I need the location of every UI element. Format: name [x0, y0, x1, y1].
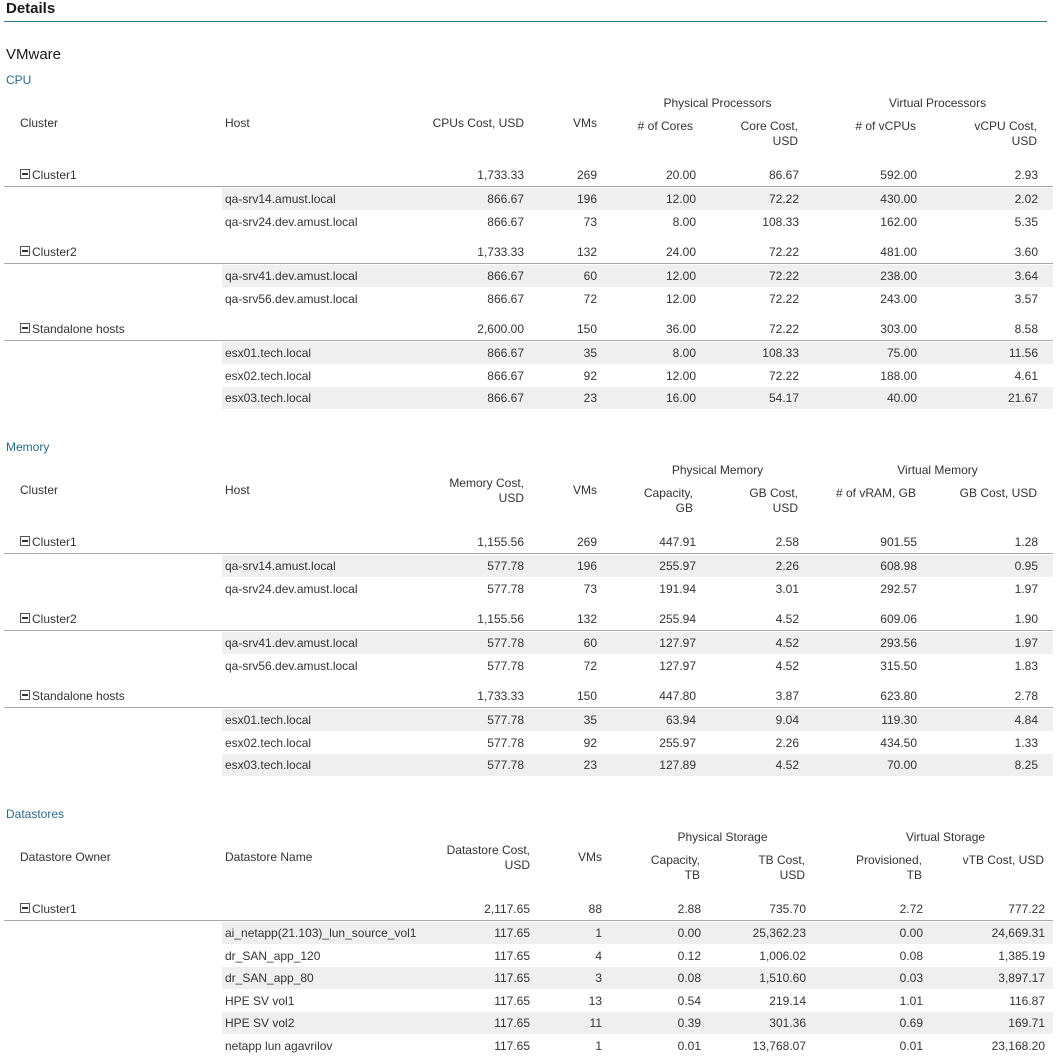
virtual-1-cell: 2.72 [899, 902, 923, 916]
cost-cell: 1,155.56 [477, 612, 524, 626]
group-name: Standalone hosts [32, 322, 125, 336]
host-name: esx03.tech.local [225, 391, 312, 405]
column-header-capacity-tb[interactable] [606, 853, 700, 883]
physical-2-cell: 1,006.02 [759, 948, 806, 963]
vms-cell: 269 [576, 535, 597, 549]
virtual-2-cell: 3.60 [1014, 245, 1038, 259]
host-name: dr_SAN_app_80 [225, 971, 314, 985]
column-header-vcpus[interactable]: # of vCPUs [855, 119, 916, 133]
physical-1-cell: 12.00 [665, 192, 696, 206]
column-header-datastore-cost-line1: Datastore Cost, [446, 843, 530, 857]
virtual-2-cell: 4.61 [1014, 368, 1038, 383]
cost-cell: 866.67 [487, 391, 524, 405]
virtual-1-cell: 315.50 [880, 658, 917, 673]
virtual-1-cell: 0.00 [899, 926, 923, 940]
column-header-vms[interactable]: VMs [573, 483, 597, 497]
vms-cell: 132 [576, 245, 597, 259]
physical-1-cell: 447.91 [659, 535, 696, 549]
group-name: Cluster1 [32, 535, 77, 549]
column-group-physical-memory: Physical Memory [671, 463, 764, 477]
vms-cell: 73 [583, 214, 597, 229]
vms-cell: 269 [576, 168, 597, 182]
group-name: Cluster1 [32, 902, 77, 916]
column-header-host[interactable]: Host [225, 483, 250, 497]
virtual-2-cell: 21.67 [1007, 391, 1038, 405]
physical-1-cell: 36.00 [665, 322, 696, 336]
host-name: ai_netapp(21.103)_lun_source_vol1 [225, 926, 417, 940]
vms-cell: 13 [588, 993, 602, 1008]
virtual-2-cell: 5.35 [1014, 214, 1038, 229]
physical-1-cell: 127.89 [659, 758, 696, 772]
vms-cell: 92 [583, 735, 597, 750]
physical-2-cell: 72.22 [768, 322, 799, 336]
cost-cell: 866.67 [487, 291, 524, 306]
physical-2-cell: 9.04 [775, 713, 799, 727]
column-header-gb-cost-line1: GB Cost, [749, 486, 798, 500]
virtual-1-cell: 293.56 [880, 636, 917, 650]
virtual-1-cell: 188.00 [880, 368, 917, 383]
group-name: Cluster2 [32, 612, 77, 626]
physical-1-cell: 0.54 [677, 993, 701, 1008]
physical-1-cell: 12.00 [665, 269, 696, 283]
cost-cell: 866.67 [487, 368, 524, 383]
virtual-1-cell: 623.80 [880, 689, 917, 703]
physical-1-cell: 16.00 [665, 391, 696, 405]
cost-cell: 2,600.00 [477, 322, 524, 336]
table-row[interactable] [222, 732, 1053, 754]
column-header-tb-cost-line1: TB Cost, [758, 853, 805, 867]
group-name: Standalone hosts [32, 689, 125, 703]
physical-2-cell: 4.52 [775, 636, 799, 650]
table-row[interactable] [222, 922, 1053, 944]
virtual-1-cell: 70.00 [886, 758, 917, 772]
host-name: esx01.tech.local [225, 346, 312, 360]
column-header-vram[interactable]: # of vRAM, GB [835, 486, 916, 500]
column-header-provisioned[interactable] [822, 853, 922, 883]
virtual-2-cell: 116.87 [1009, 993, 1045, 1008]
column-header-provisioned-line1: Provisioned, [855, 853, 922, 867]
host-name: qa-srv14.amust.local [225, 192, 336, 206]
physical-2-cell: 4.52 [775, 612, 799, 626]
section-label-cpu[interactable]: CPU [6, 73, 32, 87]
virtual-2-cell: 1.97 [1014, 581, 1038, 596]
cost-cell: 866.67 [487, 346, 524, 360]
virtual-2-cell: 1.97 [1014, 636, 1038, 650]
host-name: qa-srv56.dev.amust.local [225, 658, 358, 673]
column-header-vcpu-cost-line2: USD [1011, 134, 1037, 148]
section-label-datastores[interactable]: Datastores [6, 807, 65, 821]
column-header-capacity-tb-line1: Capacity, [650, 853, 700, 867]
virtual-2-cell: 777.22 [1008, 902, 1045, 916]
host-name: qa-srv14.amust.local [225, 559, 336, 573]
cost-cell: 1,733.33 [477, 245, 524, 259]
cost-cell: 117.65 [494, 993, 530, 1008]
column-header-capacity-tb-line2: TB [684, 868, 700, 882]
vms-cell: 196 [576, 559, 597, 573]
column-header-vcpu-cost[interactable] [937, 119, 1037, 149]
table-row[interactable] [222, 365, 1053, 387]
virtual-1-cell: 430.00 [880, 192, 917, 206]
column-header-host[interactable]: Host [225, 116, 250, 130]
virtual-1-cell: 481.00 [880, 245, 917, 259]
table-row[interactable] [222, 188, 1053, 210]
virtual-2-cell: 2.78 [1014, 689, 1038, 703]
physical-1-cell: 0.01 [677, 1038, 701, 1053]
table-row[interactable] [222, 578, 1053, 600]
physical-2-cell: 2.26 [775, 559, 799, 573]
cost-cell: 117.65 [494, 1038, 530, 1053]
column-header-cluster[interactable]: Cluster [20, 483, 59, 497]
physical-2-cell: 735.70 [769, 902, 806, 916]
vms-cell: 3 [595, 971, 602, 985]
virtual-2-cell: 8.58 [1014, 322, 1038, 336]
physical-2-cell: 2.58 [775, 535, 799, 549]
table-row[interactable] [222, 945, 1053, 967]
collapse-toggle-icon[interactable] [20, 169, 30, 179]
vms-cell: 23 [583, 758, 597, 772]
vms-cell: 72 [583, 291, 597, 306]
host-name: netapp lun agavrilov [225, 1038, 333, 1053]
physical-1-cell: 2.88 [677, 902, 701, 916]
virtual-2-cell: 4.84 [1014, 713, 1038, 727]
collapse-toggle-icon[interactable] [20, 690, 30, 700]
virtual-1-cell: 40.00 [886, 391, 917, 405]
vms-cell: 196 [576, 192, 597, 206]
physical-1-cell: 20.00 [665, 168, 696, 182]
host-name: HPE SV vol2 [225, 1016, 295, 1030]
column-header-cost[interactable]: CPUs Cost, USD [432, 116, 524, 130]
physical-2-cell: 86.67 [768, 168, 799, 182]
table-row[interactable] [222, 709, 1053, 731]
collapse-toggle-icon[interactable] [20, 536, 30, 546]
column-group-virtual-storage: Virtual Storage [905, 830, 986, 844]
virtual-1-cell: 0.69 [899, 1016, 923, 1030]
vms-cell: 132 [576, 612, 597, 626]
physical-2-cell: 301.36 [769, 1016, 806, 1030]
column-header-vms[interactable]: VMs [578, 850, 602, 864]
collapse-toggle-icon[interactable] [20, 246, 30, 256]
virtual-1-cell: 292.57 [880, 581, 917, 596]
group-row[interactable] [4, 531, 1053, 553]
physical-1-cell: 63.94 [665, 713, 696, 727]
physical-2-cell: 219.14 [769, 993, 806, 1008]
column-group-virtual-processors: Virtual Processors [888, 96, 987, 110]
table-row[interactable] [222, 211, 1053, 233]
host-name: esx02.tech.local [225, 735, 312, 750]
group-name: Cluster1 [32, 168, 77, 182]
physical-2-cell: 4.52 [775, 758, 799, 772]
physical-2-cell: 3.01 [775, 581, 799, 596]
table-row[interactable] [222, 754, 1053, 776]
host-name: qa-srv24.dev.amust.local [225, 214, 358, 229]
virtual-1-cell: 609.06 [880, 612, 917, 626]
column-header-datastore-cost-line2: USD [504, 858, 530, 872]
group-divider [4, 920, 1053, 921]
column-header-capacity-line1: Capacity, [643, 486, 693, 500]
virtual-2-cell: 3.64 [1014, 269, 1038, 283]
column-header-capacity-line2: GB [675, 501, 693, 515]
vms-cell: 11 [589, 1016, 602, 1030]
column-group-virtual-memory: Virtual Memory [897, 463, 978, 477]
cost-cell: 866.67 [487, 192, 524, 206]
virtual-2-cell: 1.90 [1014, 612, 1038, 626]
column-header-vms[interactable]: VMs [573, 116, 597, 130]
physical-2-cell: 72.22 [768, 368, 799, 383]
physical-2-cell: 13,768.07 [752, 1038, 806, 1053]
vms-cell: 23 [583, 391, 597, 405]
host-name: HPE SV vol1 [225, 993, 295, 1008]
cost-cell: 577.78 [487, 636, 524, 650]
virtual-2-cell: 2.93 [1014, 168, 1038, 182]
virtual-1-cell: 0.01 [899, 1038, 923, 1053]
physical-1-cell: 127.97 [659, 636, 696, 650]
physical-1-cell: 447.80 [659, 689, 696, 703]
column-header-gb-cost[interactable] [700, 486, 798, 516]
column-header-capacity-gb[interactable] [600, 486, 693, 516]
column-header-datastore-name[interactable]: Datastore Name [225, 850, 313, 864]
physical-2-cell: 1,510.60 [759, 971, 806, 985]
column-group-physical-processors: Physical Processors [663, 96, 772, 110]
cost-cell: 577.78 [487, 713, 524, 727]
physical-1-cell: 24.00 [665, 245, 696, 259]
collapse-toggle-icon[interactable] [20, 323, 30, 333]
group-divider [4, 263, 1053, 264]
cost-cell: 866.67 [487, 269, 524, 283]
group-divider [4, 186, 1053, 187]
vms-cell: 92 [583, 368, 597, 383]
physical-1-cell: 127.97 [659, 658, 696, 673]
column-header-provisioned-line2: TB [906, 868, 922, 882]
physical-1-cell: 0.39 [677, 1016, 701, 1030]
cost-cell: 577.78 [487, 559, 524, 573]
physical-2-cell: 2.26 [775, 735, 799, 750]
table-row[interactable] [222, 555, 1053, 577]
host-name: esx02.tech.local [225, 368, 312, 383]
column-header-vcpu-cost-line1: vCPU Cost, [974, 119, 1037, 133]
page-title: Details [6, 0, 56, 17]
vms-cell: 150 [576, 689, 597, 703]
cost-cell: 577.78 [487, 658, 524, 673]
physical-1-cell: 12.00 [665, 368, 696, 383]
physical-2-cell: 72.22 [768, 192, 799, 206]
virtual-1-cell: 238.00 [880, 269, 917, 283]
cost-cell: 1,733.33 [477, 689, 524, 703]
virtual-1-cell: 75.00 [886, 346, 917, 360]
virtual-1-cell: 243.00 [880, 291, 917, 306]
virtual-1-cell: 608.98 [880, 559, 917, 573]
physical-1-cell: 8.00 [672, 346, 696, 360]
host-name: esx01.tech.local [225, 713, 312, 727]
vms-cell: 150 [576, 322, 597, 336]
group-divider [4, 630, 1053, 631]
table-row[interactable] [222, 265, 1053, 287]
host-name: qa-srv56.dev.amust.local [225, 291, 358, 306]
group-row[interactable] [4, 318, 1053, 340]
virtual-2-cell: 24,669.31 [991, 926, 1045, 940]
host-name: dr_SAN_app_120 [225, 948, 321, 963]
group-row[interactable] [4, 685, 1053, 707]
virtual-1-cell: 119.30 [881, 713, 917, 727]
virtual-2-cell: 8.25 [1014, 758, 1038, 772]
cost-cell: 1,733.33 [477, 168, 524, 182]
column-group-physical-storage: Physical Storage [677, 830, 768, 844]
physical-1-cell: 0.08 [677, 971, 701, 985]
physical-1-cell: 8.00 [672, 214, 696, 229]
virtual-1-cell: 303.00 [880, 322, 917, 336]
physical-2-cell: 4.52 [775, 658, 799, 673]
collapse-toggle-icon[interactable] [20, 613, 30, 623]
group-name: Cluster2 [32, 245, 77, 259]
physical-1-cell: 255.97 [659, 559, 696, 573]
column-header-core-cost[interactable] [700, 119, 798, 149]
physical-1-cell: 255.97 [659, 735, 696, 750]
vms-cell: 35 [583, 713, 597, 727]
physical-1-cell: 0.00 [677, 926, 701, 940]
column-header-cores[interactable]: # of Cores [637, 119, 693, 133]
group-row[interactable] [4, 241, 1053, 263]
host-name: qa-srv24.dev.amust.local [225, 581, 358, 596]
section-label-memory[interactable]: Memory [6, 440, 50, 454]
vms-cell: 72 [583, 658, 597, 673]
column-header-memory-cost-line1: Memory Cost, [449, 476, 524, 490]
column-header-tb-cost[interactable] [705, 853, 805, 883]
cost-cell: 117.65 [494, 1016, 530, 1030]
column-header-tb-cost-line2: USD [779, 868, 805, 882]
physical-1-cell: 12.00 [665, 291, 696, 306]
virtual-2-cell: 1.83 [1014, 658, 1038, 673]
table-row[interactable] [222, 387, 1053, 409]
group-row[interactable] [4, 608, 1053, 630]
virtual-2-cell: 3,897.17 [998, 971, 1045, 985]
physical-2-cell: 108.33 [762, 214, 799, 229]
virtual-1-cell: 901.55 [880, 535, 917, 549]
group-row[interactable] [4, 164, 1053, 186]
virtual-2-cell: 1,385.19 [998, 948, 1045, 963]
table-row[interactable] [222, 990, 1053, 1012]
vms-cell: 35 [583, 346, 597, 360]
column-header-memory-cost-line2: USD [498, 491, 524, 505]
physical-1-cell: 191.94 [659, 581, 696, 596]
cost-cell: 117.65 [494, 948, 530, 963]
table-row[interactable] [222, 1035, 1053, 1057]
column-header-memory-cost[interactable] [400, 476, 524, 506]
cost-cell: 117.65 [494, 971, 530, 985]
vms-cell: 1 [595, 1038, 602, 1053]
physical-1-cell: 0.12 [677, 948, 701, 963]
cost-cell: 2,117.65 [484, 902, 530, 916]
virtual-2-cell: 2.02 [1014, 192, 1038, 206]
virtual-1-cell: 434.50 [880, 735, 917, 750]
cost-cell: 577.78 [487, 581, 524, 596]
virtual-1-cell: 1.01 [899, 993, 923, 1008]
virtual-1-cell: 0.08 [899, 948, 923, 963]
cost-cell: 1,155.56 [477, 535, 524, 549]
virtual-1-cell: 162.00 [880, 214, 917, 229]
title-divider [4, 21, 1047, 22]
virtual-2-cell: 23,168.20 [991, 1038, 1045, 1053]
vms-cell: 1 [595, 926, 602, 940]
host-name: qa-srv41.dev.amust.local [225, 636, 358, 650]
group-divider [4, 553, 1053, 554]
physical-2-cell: 25,362.23 [752, 926, 806, 940]
table-row[interactable] [222, 1012, 1053, 1034]
virtual-2-cell: 11.56 [1008, 346, 1038, 360]
table-row[interactable] [222, 288, 1053, 310]
host-name: esx03.tech.local [225, 758, 312, 772]
physical-2-cell: 108.33 [762, 346, 799, 360]
vms-cell: 88 [588, 902, 602, 916]
host-name: qa-srv41.dev.amust.local [225, 269, 358, 283]
physical-2-cell: 72.22 [768, 269, 799, 283]
virtual-2-cell: 1.28 [1014, 535, 1038, 549]
group-row[interactable] [4, 898, 1053, 920]
vms-cell: 60 [583, 636, 597, 650]
virtual-2-cell: 1.33 [1014, 735, 1038, 750]
column-header-datastore-cost[interactable] [400, 843, 530, 873]
table-row[interactable] [222, 342, 1053, 364]
table-row[interactable] [222, 632, 1053, 654]
cost-cell: 577.78 [487, 735, 524, 750]
column-header-core-cost-line2: USD [772, 134, 798, 148]
virtual-2-cell: 169.71 [1008, 1016, 1045, 1030]
column-header-datastore-owner[interactable]: Datastore Owner [20, 850, 111, 864]
vms-cell: 4 [595, 948, 602, 963]
table-row[interactable] [222, 655, 1053, 677]
physical-1-cell: 255.94 [659, 612, 696, 626]
table-row[interactable] [222, 967, 1053, 989]
physical-2-cell: 3.87 [775, 689, 799, 703]
virtual-2-cell: 3.57 [1014, 291, 1038, 306]
virtual-1-cell: 592.00 [880, 168, 917, 182]
column-header-virtual-gb-cost[interactable]: GB Cost, USD [959, 486, 1037, 500]
vendor-heading: VMware [6, 46, 62, 63]
virtual-1-cell: 0.03 [899, 971, 923, 985]
physical-2-cell: 72.22 [768, 291, 799, 306]
virtual-2-cell: 0.95 [1014, 559, 1038, 573]
vms-cell: 60 [583, 269, 597, 283]
column-header-vtb-cost[interactable]: vTB Cost, USD [962, 853, 1044, 867]
collapse-toggle-icon[interactable] [20, 903, 30, 913]
column-header-core-cost-line1: Core Cost, [740, 119, 798, 133]
group-divider [4, 340, 1053, 341]
cost-cell: 866.67 [487, 214, 524, 229]
cost-cell: 117.65 [494, 926, 530, 940]
physical-2-cell: 72.22 [768, 245, 799, 259]
vms-cell: 73 [583, 581, 597, 596]
cost-cell: 577.78 [487, 758, 524, 772]
group-divider [4, 707, 1053, 708]
column-header-gb-cost-line2: USD [772, 501, 798, 515]
column-header-cluster[interactable]: Cluster [20, 116, 59, 130]
physical-2-cell: 54.17 [768, 391, 799, 405]
